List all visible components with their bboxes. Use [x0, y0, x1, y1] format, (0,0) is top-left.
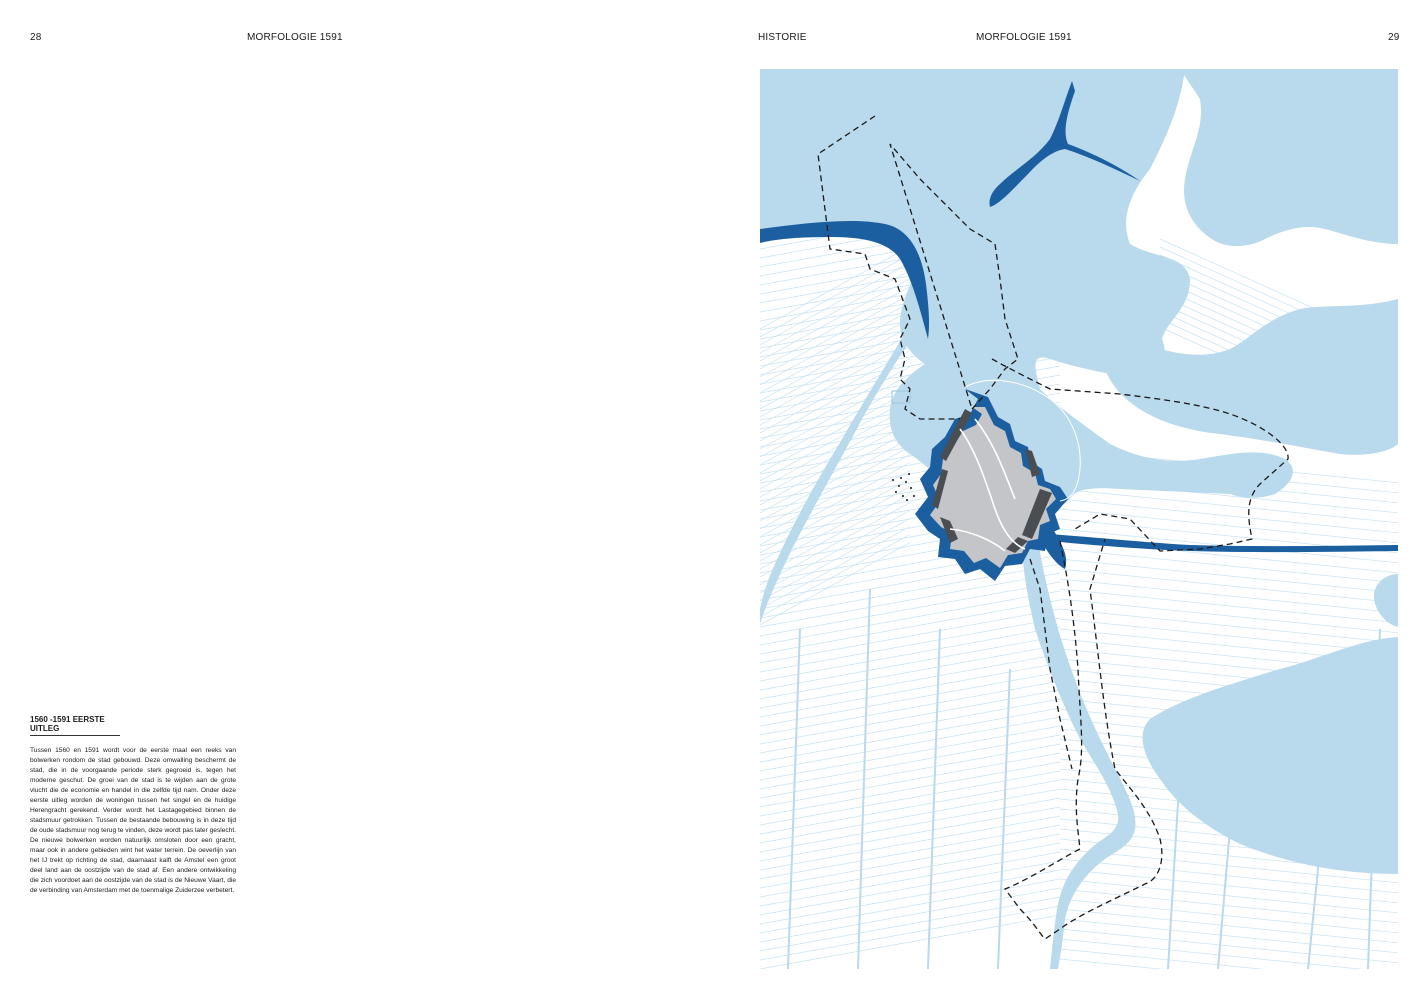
running-title-right: MORFOLOGIE 1591: [976, 32, 1072, 43]
section-label: HISTORIE: [758, 32, 807, 43]
article-paragraph-2: De nieuwe bolwerken worden natuurlijk omsloten door een gracht, maar ook in andere gebieden wint het water terrein. De oeverlijn van het IJ trekt op richting de stad, daarnaast kalft de Amstel een groot deel land aan de oostzijde van de stad af. Een andere ontwikkeling die zich voordoet aan de oostzijde van de stad is de Nieuwe Vaart, die de verbinding van Amsterdam met de toenmalige Zuiderzee verbetert.: [30, 837, 236, 894]
article-paragraph-1: Tussen 1560 en 1591 wordt voor de eerste maal een reeks van bolwerken rondom de stad gebouwd. Deze omwalling beschermt de stad, die in de voorgaande periode sterk gegroeid is, tegen het moderne geschut. De groei van de stad is te wijden aan de grote vlucht die de economie en handel in die zelfde tijd nam. Onder deze eerste uitleg worden de woningen tussen het singel en de huidige Herengracht gerekend. Verder wordt het Lastagegebied binnen de stadsmuur getrokken. Tussen de bestaande bebouwing is in deze tijd de oude stadsmuur nog terug te vinden, deze wordt pas later geslecht.: [30, 747, 236, 834]
page-number-right: 29: [1388, 32, 1400, 43]
historical-map-1591: [760, 69, 1398, 969]
article-heading: 1560 -1591 EERSTE UITLEG: [30, 715, 120, 736]
page-number-left: 28: [30, 32, 42, 43]
running-title-left: MORFOLOGIE 1591: [247, 32, 343, 43]
article-text-block: [30, 715, 236, 896]
